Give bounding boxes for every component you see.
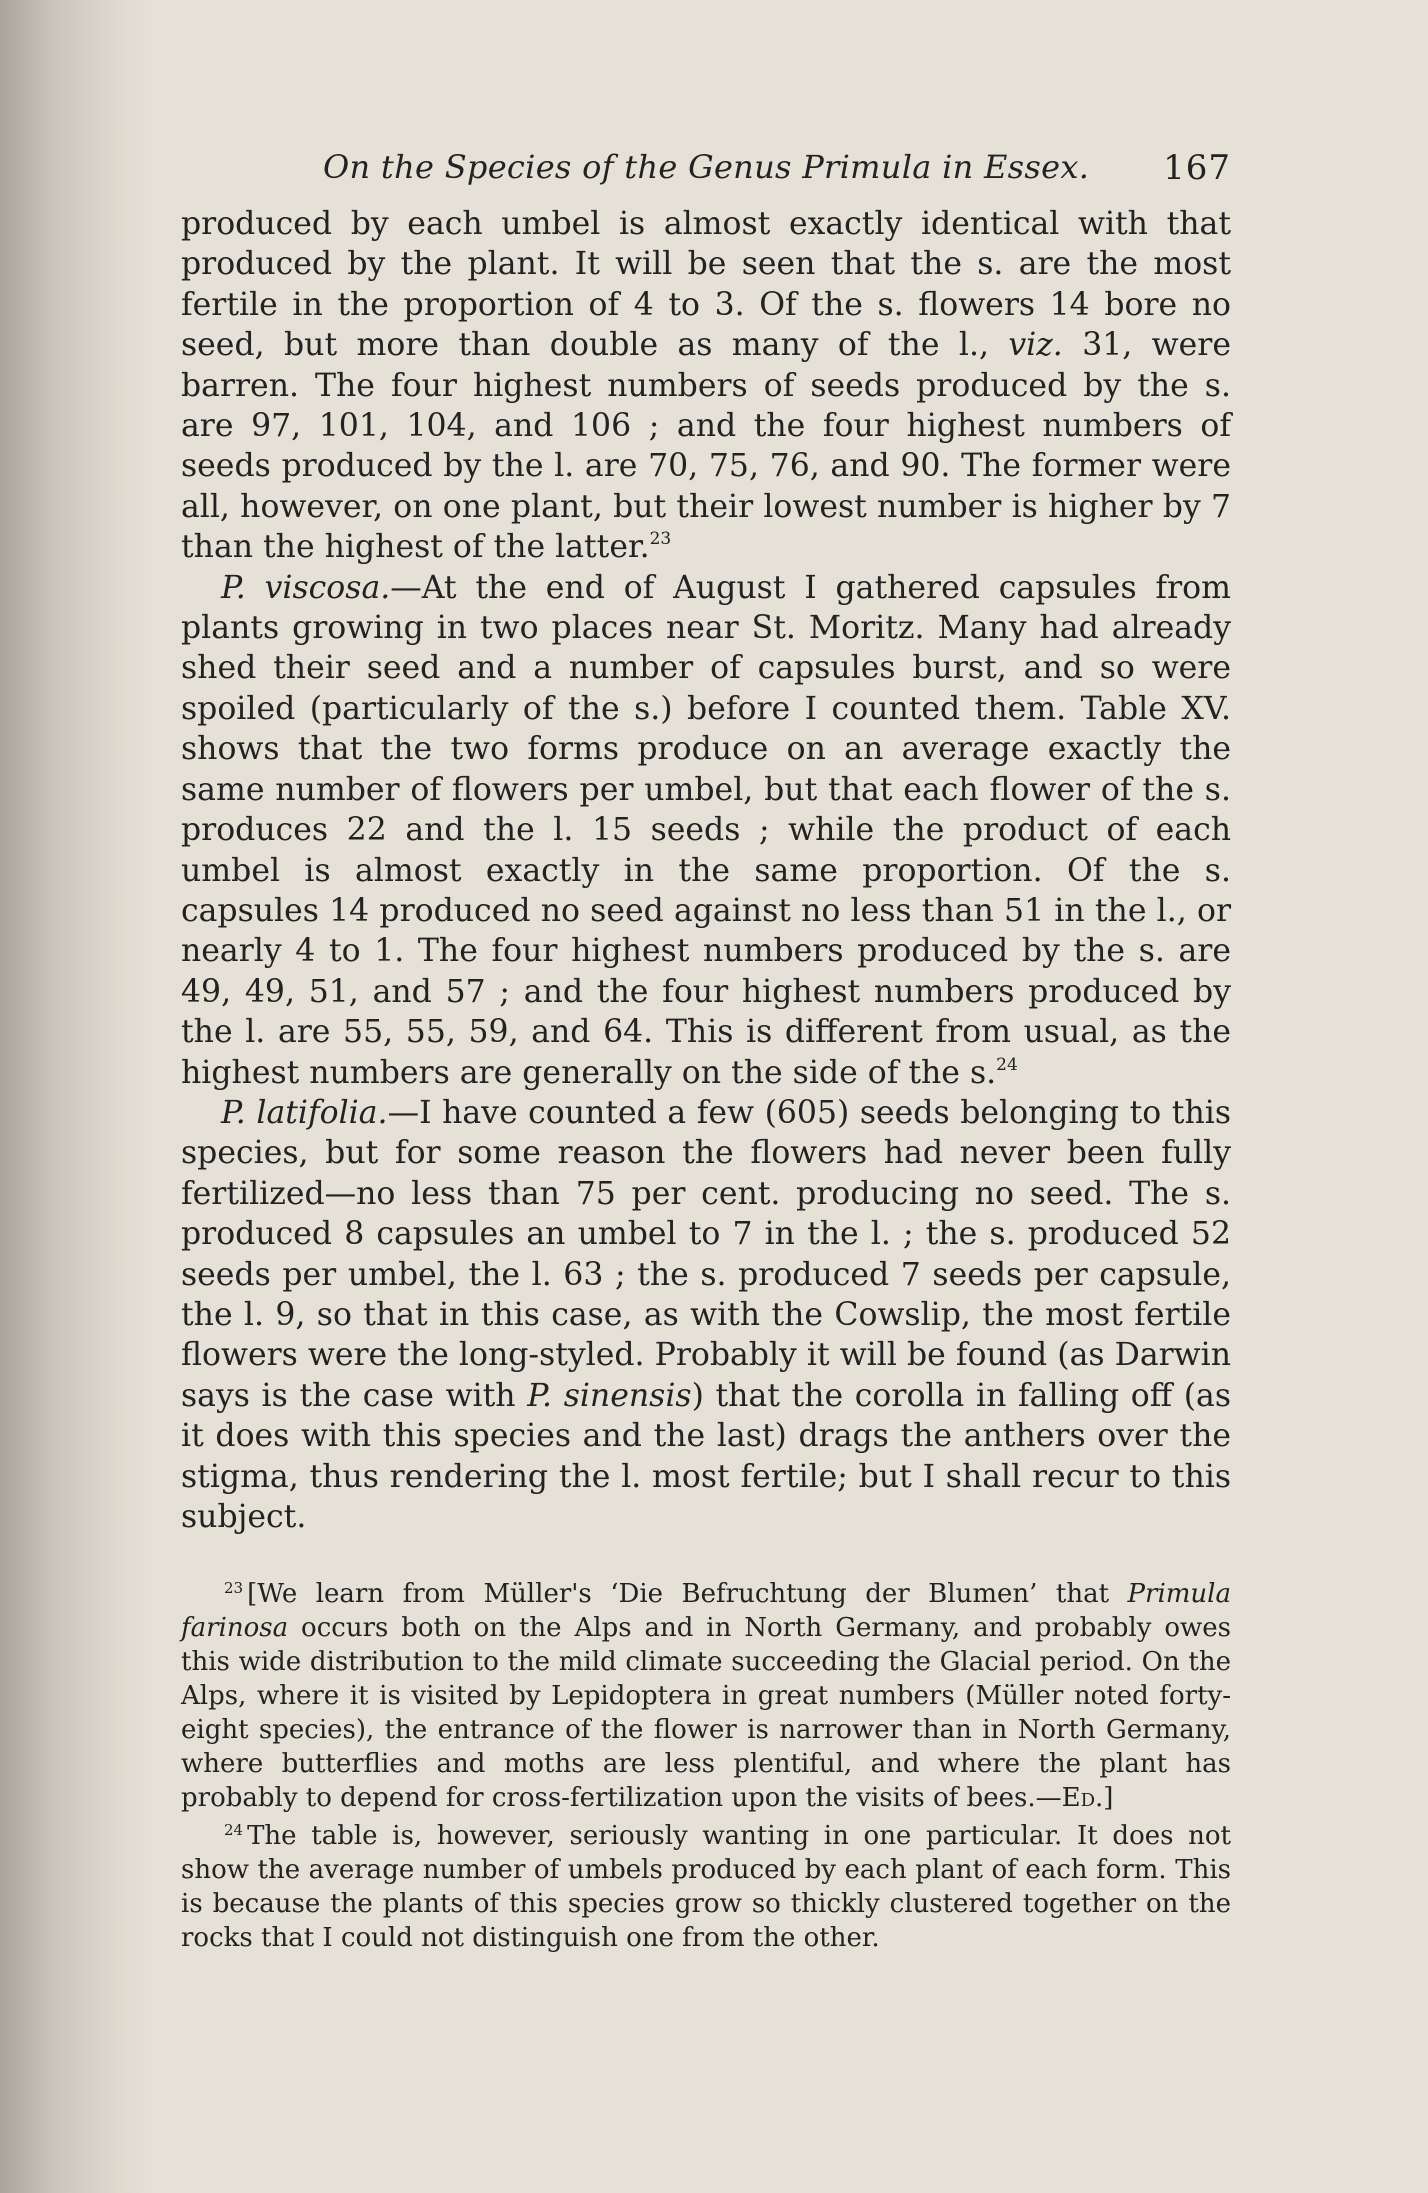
body-text (181, 204, 1231, 1537)
footnote-24-text: The table is, however, seriously wanting in one particular. It does not show the average number of umbels produced by each plant of each form. This is because the plants of this species grow so thickly clustered together on the rocks that I could not distinguish one from the other. (181, 1821, 1231, 1954)
footnotes (181, 1577, 1231, 1955)
page-number: 167 (1163, 148, 1231, 188)
footnote-23-editor: Ed. (1061, 1783, 1104, 1814)
book-page (181, 148, 1231, 1955)
viz-abbrev: viz. (1008, 327, 1063, 364)
footnote-ref-23: 23 (649, 529, 672, 550)
footnote-23-close: ] (1103, 1783, 1114, 1814)
paragraph-1-text-2: 31, were barren. The four highest numbers of seeds produced by the s. are 97, 101, 104, and 106 ; and the four highest numbers of seeds produced by the l. are 70, 75, 76, and 90. The former were all, however, on one plant, but their lowest number is higher by 7 than the highest of the latter. (181, 327, 1231, 566)
paragraph-latifolia-text-2: ) that the corolla in falling off (as it does with this species and the last) drags the anthers over the stigma, thus rendering the l. most fertile; but I shall recur to this subject. (181, 1377, 1232, 1535)
footnote-23-text: [We learn from Müller's ‘Die Befruchtung der Blumen’ that (247, 1579, 1128, 1610)
footnote-23-text-2: occurs both on the Alps and in North Germany, and probably owes this wide distribution to the mild climate succeeding the Glacial period. On the Alps, where it is visited by Lepidoptera in great numbers (Müller noted forty-eight species), the entrance of the flower is narrower than in North Germany, where butterflies and moths are less plentiful, and where the plant has probably to depend for cross-fertilization upon the visits of bees.— (181, 1613, 1231, 1814)
paragraph-latifolia-text: —I have counted a few (605) seeds belonging to this species, but for some reason the flowers had never been fully fertilized—no less than 75 per cent. producing no seed. The s. produced 8 capsules an umbel to 7 in the l. ; the s. produced 52 seeds per umbel, the l. 63 ; the s. produced 7 seeds per capsule, the l. 9, so that in this case, as with the Cowslip, the most fertile flowers were the long-styled. Probably it will be found (as Darwin says is the case with (181, 1094, 1231, 1414)
book-gutter-shadow (0, 0, 150, 2193)
paragraph-viscosa (181, 568, 1231, 1093)
paragraph-1-text: produced by each umbel is almost exactly identical with that produced by the plant. It will be seen that the s. are the most fertile in the proportion of 4 to 3. Of the s. flowers 14 bore no seed, but more than double as many of the l., (181, 206, 1231, 364)
footnote-23 (181, 1577, 1231, 1815)
running-head (181, 148, 1231, 196)
footnote-24-number: 24 (224, 1821, 244, 1840)
footnote-24 (181, 1819, 1231, 1955)
footnote-23-species: Primula farinosa (181, 1579, 1231, 1644)
paragraph-viscosa-text: —At the end of August I gathered capsules from plants growing in two places near St. Moritz. Many had already shed their seed and a number of capsules burst, and so were spoiled (particularly of the s.) before I counted them. Table XV. shows that the two forms produce on an average exactly the same number of flowers per umbel, but that each flower of the s. produces 22 and the l. 15 seeds ; while the product of each umbel is almost exactly in the same proportion. Of the s. capsules 14 produced no seed against no less than 51 in the l., or nearly 4 to 1. The four highest numbers produced by the s. are 49, 49, 51, and 57 ; and the four highest numbers produced by the l. are 55, 55, 59, and 64. This is different from usual, as the highest numbers are generally on the side of the s. (181, 569, 1231, 1091)
footnote-ref-24: 24 (996, 1054, 1018, 1075)
running-head-title: On the Species of the Genus Primula in Essex. (323, 148, 1090, 186)
footnote-23-number: 23 (224, 1579, 244, 1598)
species-sinensis: P. sinensis (527, 1377, 692, 1414)
species-heading-viscosa: P. viscosa. (221, 569, 391, 606)
paragraph-1 (181, 204, 1231, 568)
paragraph-latifolia (181, 1093, 1231, 1537)
species-heading-latifolia: P. latifolia. (221, 1094, 388, 1131)
